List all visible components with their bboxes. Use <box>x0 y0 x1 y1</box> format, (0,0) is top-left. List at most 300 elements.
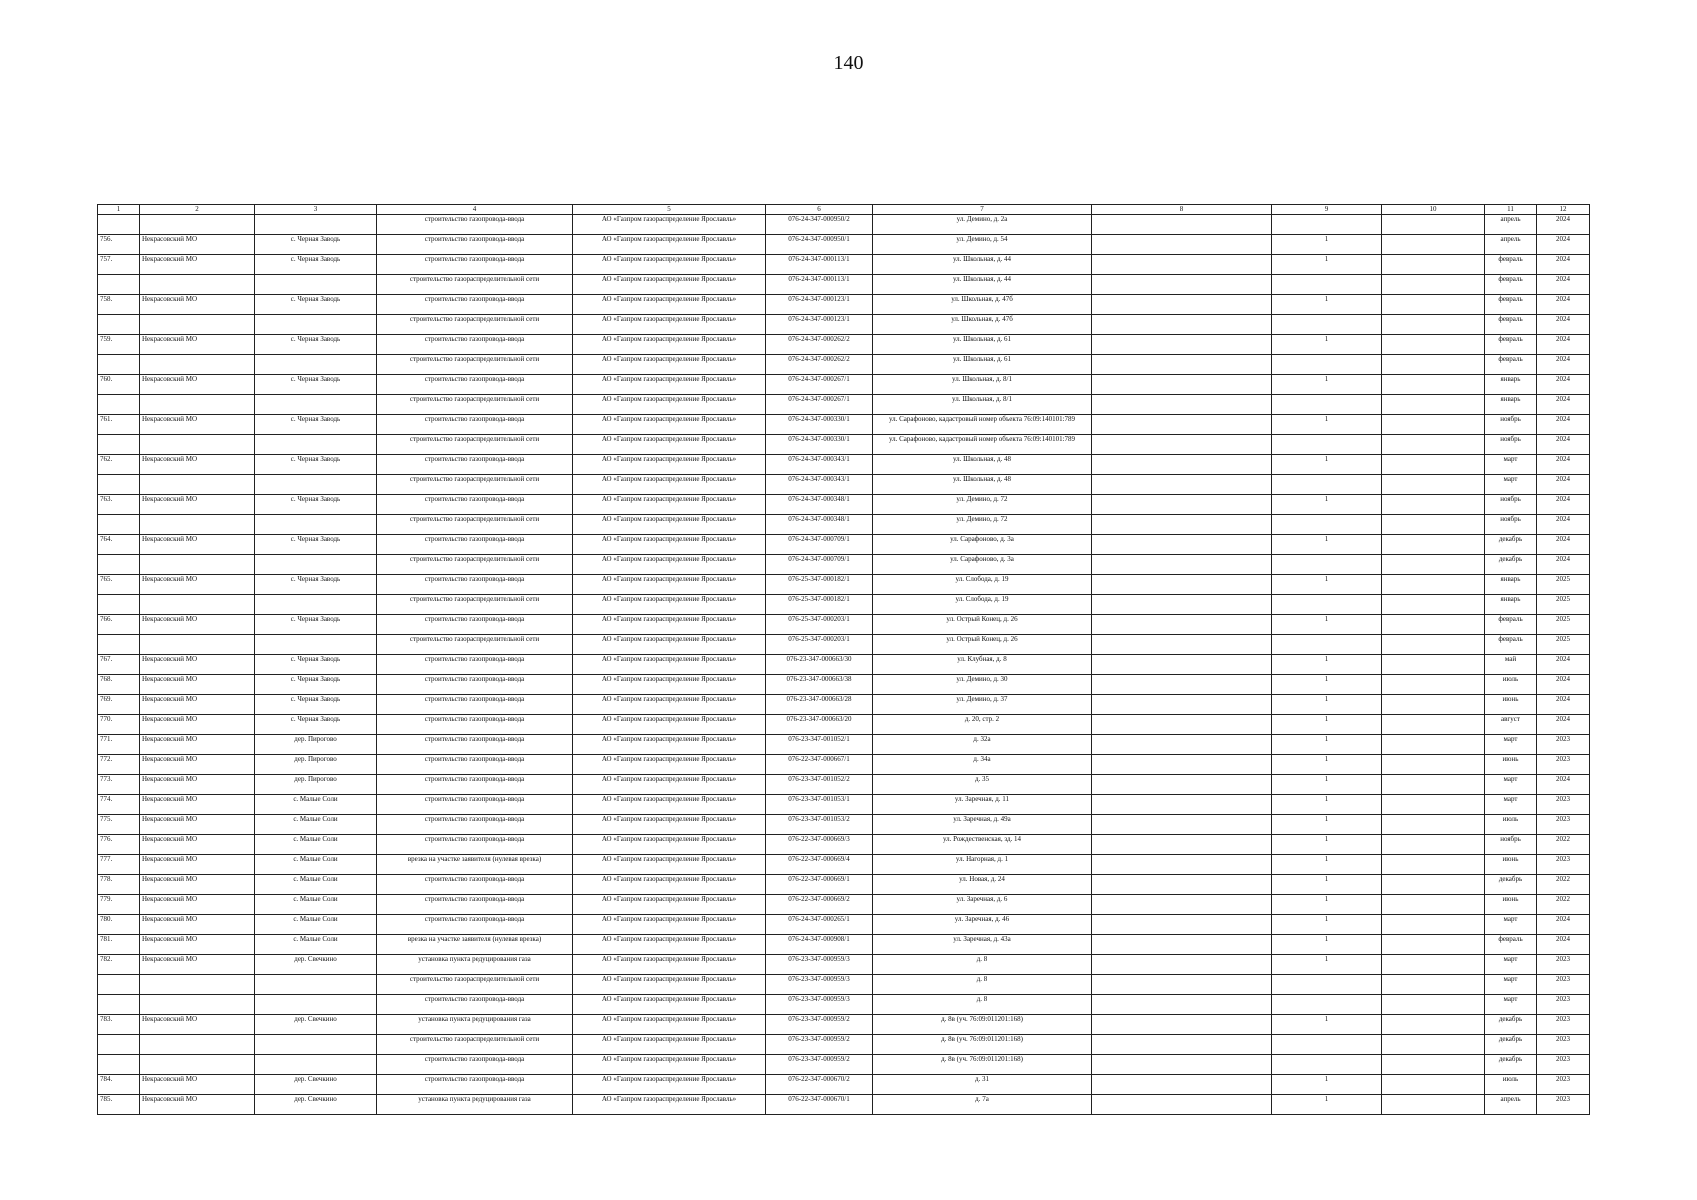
year-cell: 2024 <box>1537 675 1590 695</box>
month-cell: март <box>1485 975 1537 995</box>
year-cell: 2024 <box>1537 555 1590 575</box>
month-cell: июль <box>1485 1075 1537 1095</box>
col-10-cell <box>1382 515 1485 535</box>
application-code-cell: 076-23-347-000959/2 <box>766 1015 873 1035</box>
application-code-cell: 076-24-347-000348/1 <box>766 495 873 515</box>
col-8-cell <box>1092 855 1272 875</box>
locality-cell <box>255 355 377 375</box>
count-cell: 1 <box>1272 235 1382 255</box>
row-number-cell: 784. <box>98 1075 140 1095</box>
municipality-cell: Некрасовский МО <box>140 255 255 275</box>
row-number-cell <box>98 435 140 455</box>
count-cell: 1 <box>1272 415 1382 435</box>
col-10-cell <box>1382 1095 1485 1115</box>
col-10-cell <box>1382 715 1485 735</box>
month-cell: декабрь <box>1485 875 1537 895</box>
locality-cell: с. Черная Заводь <box>255 575 377 595</box>
organization-cell: АО «Газпром газораспределение Ярославль» <box>573 1015 766 1035</box>
row-number-cell: 776. <box>98 835 140 855</box>
row-number-cell <box>98 395 140 415</box>
year-cell: 2023 <box>1537 735 1590 755</box>
organization-cell: АО «Газпром газораспределение Ярославль» <box>573 995 766 1015</box>
address-cell: ул. Школьная, д. 47б <box>873 295 1092 315</box>
row-number-cell: 759. <box>98 335 140 355</box>
count-cell: 1 <box>1272 775 1382 795</box>
col-10-cell <box>1382 675 1485 695</box>
work-type-cell: строительство газораспределительной сети <box>377 315 573 335</box>
municipality-cell: Некрасовский МО <box>140 815 255 835</box>
count-cell <box>1272 395 1382 415</box>
application-code-cell: 076-22-347-000669/1 <box>766 875 873 895</box>
municipality-cell <box>140 975 255 995</box>
municipality-cell: Некрасовский МО <box>140 955 255 975</box>
table-row <box>98 735 1590 755</box>
month-cell: ноябрь <box>1485 515 1537 535</box>
municipality-cell <box>140 635 255 655</box>
work-type-cell: строительство газопровода-ввода <box>377 655 573 675</box>
count-cell <box>1272 995 1382 1015</box>
count-cell: 1 <box>1272 795 1382 815</box>
row-number-cell: 757. <box>98 255 140 275</box>
municipality-cell: Некрасовский МО <box>140 575 255 595</box>
count-cell <box>1272 1055 1382 1075</box>
col-header: 2 <box>140 205 255 215</box>
row-number-cell <box>98 315 140 335</box>
col-10-cell <box>1382 495 1485 515</box>
locality-cell <box>255 1035 377 1055</box>
municipality-cell <box>140 355 255 375</box>
col-header: 5 <box>573 205 766 215</box>
application-code-cell: 076-24-347-000113/1 <box>766 255 873 275</box>
address-cell: ул. Острый Конец, д. 26 <box>873 635 1092 655</box>
municipality-cell <box>140 515 255 535</box>
application-code-cell: 076-23-347-000663/20 <box>766 715 873 735</box>
col-10-cell <box>1382 635 1485 655</box>
col-8-cell <box>1092 875 1272 895</box>
application-code-cell: 076-23-347-001053/2 <box>766 815 873 835</box>
table-row <box>98 955 1590 975</box>
col-10-cell <box>1382 815 1485 835</box>
month-cell: февраль <box>1485 275 1537 295</box>
row-number-cell <box>98 475 140 495</box>
col-10-cell <box>1382 315 1485 335</box>
locality-cell: с. Черная Заводь <box>255 415 377 435</box>
municipality-cell: Некрасовский МО <box>140 895 255 915</box>
col-8-cell <box>1092 535 1272 555</box>
count-cell <box>1272 555 1382 575</box>
application-code-cell: 076-24-347-000262/2 <box>766 355 873 375</box>
address-cell: ул. Школьная, д. 61 <box>873 355 1092 375</box>
col-8-cell <box>1092 1075 1272 1095</box>
application-code-cell: 076-24-347-000709/1 <box>766 555 873 575</box>
work-type-cell: строительство газопровода-ввода <box>377 755 573 775</box>
municipality-cell: Некрасовский МО <box>140 615 255 635</box>
count-cell: 1 <box>1272 955 1382 975</box>
municipality-cell: Некрасовский МО <box>140 775 255 795</box>
col-10-cell <box>1382 235 1485 255</box>
work-type-cell: установка пункта редуцирования газа <box>377 1015 573 1035</box>
address-cell: ул. Сарафоново, кадастровый номер объекта 76:09:140101:789 <box>873 415 1092 435</box>
col-8-cell <box>1092 315 1272 335</box>
application-code-cell: 076-24-347-000343/1 <box>766 475 873 495</box>
table-row <box>98 395 1590 415</box>
col-8-cell <box>1092 375 1272 395</box>
organization-cell: АО «Газпром газораспределение Ярославль» <box>573 855 766 875</box>
table-row <box>98 495 1590 515</box>
address-cell: д. 8в (уч. 76:09:011201:168) <box>873 1055 1092 1075</box>
page-number: 140 <box>833 52 864 74</box>
count-cell: 1 <box>1272 735 1382 755</box>
col-8-cell <box>1092 815 1272 835</box>
col-header: 10 <box>1382 205 1485 215</box>
application-code-cell: 076-25-347-000203/1 <box>766 635 873 655</box>
count-cell: 1 <box>1272 835 1382 855</box>
address-cell: д. 32а <box>873 735 1092 755</box>
row-number-cell <box>98 555 140 575</box>
address-cell: ул. Рождественская, зд. 14 <box>873 835 1092 855</box>
count-cell: 1 <box>1272 895 1382 915</box>
col-8-cell <box>1092 435 1272 455</box>
col-8-cell <box>1092 215 1272 235</box>
locality-cell: с. Черная Заводь <box>255 375 377 395</box>
work-type-cell: установка пункта редуцирования газа <box>377 1095 573 1115</box>
col-10-cell <box>1382 275 1485 295</box>
month-cell: июнь <box>1485 855 1537 875</box>
address-cell: д. 8в (уч. 76:09:011201:168) <box>873 1035 1092 1055</box>
month-cell: январь <box>1485 395 1537 415</box>
application-code-cell: 076-23-347-000959/3 <box>766 975 873 995</box>
work-type-cell: строительство газопровода-ввода <box>377 235 573 255</box>
organization-cell: АО «Газпром газораспределение Ярославль» <box>573 835 766 855</box>
col-10-cell <box>1382 655 1485 675</box>
year-cell: 2024 <box>1537 655 1590 675</box>
organization-cell: АО «Газпром газораспределение Ярославль» <box>573 335 766 355</box>
col-8-cell <box>1092 955 1272 975</box>
col-8-cell <box>1092 635 1272 655</box>
col-8-cell <box>1092 455 1272 475</box>
row-number-cell: 771. <box>98 735 140 755</box>
count-cell: 1 <box>1272 455 1382 475</box>
municipality-cell: Некрасовский МО <box>140 235 255 255</box>
locality-cell: с. Черная Заводь <box>255 335 377 355</box>
year-cell: 2023 <box>1537 855 1590 875</box>
municipality-cell: Некрасовский МО <box>140 755 255 775</box>
organization-cell: АО «Газпром газораспределение Ярославль» <box>573 675 766 695</box>
organization-cell: АО «Газпром газораспределение Ярославль» <box>573 295 766 315</box>
organization-cell: АО «Газпром газораспределение Ярославль» <box>573 595 766 615</box>
work-type-cell: строительство газопровода-ввода <box>377 995 573 1015</box>
col-10-cell <box>1382 355 1485 375</box>
address-cell: ул. Заречная, д. 43а <box>873 935 1092 955</box>
row-number-cell: 756. <box>98 235 140 255</box>
col-8-cell <box>1092 1015 1272 1035</box>
col-10-cell <box>1382 775 1485 795</box>
address-cell: ул. Клубная, д. 8 <box>873 655 1092 675</box>
application-code-cell: 076-23-347-000663/28 <box>766 695 873 715</box>
work-type-cell: строительство газопровода-ввода <box>377 495 573 515</box>
address-cell: ул. Сарафоново, д. 3а <box>873 555 1092 575</box>
year-cell: 2023 <box>1537 1035 1590 1055</box>
col-10-cell <box>1382 395 1485 415</box>
row-number-cell: 772. <box>98 755 140 775</box>
col-8-cell <box>1092 995 1272 1015</box>
table-row <box>98 715 1590 735</box>
address-cell: ул. Школьная, д. 44 <box>873 275 1092 295</box>
work-type-cell: врезка на участке заявителя (нулевая врезка) <box>377 935 573 955</box>
year-cell: 2025 <box>1537 575 1590 595</box>
month-cell: январь <box>1485 595 1537 615</box>
month-cell: февраль <box>1485 335 1537 355</box>
month-cell: июнь <box>1485 895 1537 915</box>
month-cell: март <box>1485 475 1537 495</box>
month-cell: июнь <box>1485 695 1537 715</box>
address-cell: ул. Демино, д. 72 <box>873 515 1092 535</box>
col-10-cell <box>1382 695 1485 715</box>
row-number-cell: 777. <box>98 855 140 875</box>
work-type-cell: строительство газораспределительной сети <box>377 395 573 415</box>
month-cell: июль <box>1485 815 1537 835</box>
organization-cell: АО «Газпром газораспределение Ярославль» <box>573 955 766 975</box>
count-cell: 1 <box>1272 655 1382 675</box>
work-type-cell: строительство газораспределительной сети <box>377 355 573 375</box>
col-10-cell <box>1382 575 1485 595</box>
table-row <box>98 415 1590 435</box>
organization-cell: АО «Газпром газораспределение Ярославль» <box>573 935 766 955</box>
count-cell: 1 <box>1272 375 1382 395</box>
count-cell: 1 <box>1272 575 1382 595</box>
work-type-cell: строительство газораспределительной сети <box>377 555 573 575</box>
organization-cell: АО «Газпром газораспределение Ярославль» <box>573 575 766 595</box>
col-8-cell <box>1092 735 1272 755</box>
address-cell: ул. Демино, д. 54 <box>873 235 1092 255</box>
month-cell: февраль <box>1485 355 1537 375</box>
count-cell <box>1272 355 1382 375</box>
col-10-cell <box>1382 755 1485 775</box>
organization-cell: АО «Газпром газораспределение Ярославль» <box>573 975 766 995</box>
count-cell <box>1272 975 1382 995</box>
locality-cell: с. Черная Заводь <box>255 655 377 675</box>
table-row <box>98 975 1590 995</box>
col-header: 6 <box>766 205 873 215</box>
organization-cell: АО «Газпром газораспределение Ярославль» <box>573 475 766 495</box>
col-10-cell <box>1382 615 1485 635</box>
locality-cell: с. Малые Соли <box>255 835 377 855</box>
organization-cell: АО «Газпром газораспределение Ярославль» <box>573 495 766 515</box>
organization-cell: АО «Газпром газораспределение Ярославль» <box>573 795 766 815</box>
application-code-cell: 076-24-347-000330/1 <box>766 435 873 455</box>
row-number-cell <box>98 355 140 375</box>
table-row <box>98 295 1590 315</box>
work-type-cell: строительство газопровода-ввода <box>377 695 573 715</box>
municipality-cell: Некрасовский МО <box>140 715 255 735</box>
table-header-row <box>98 205 1590 215</box>
table-row <box>98 515 1590 535</box>
col-header: 12 <box>1537 205 1590 215</box>
col-8-cell <box>1092 755 1272 775</box>
application-code-cell: 076-24-347-000709/1 <box>766 535 873 555</box>
address-cell: д. 8 <box>873 995 1092 1015</box>
locality-cell: с. Черная Заводь <box>255 235 377 255</box>
month-cell: февраль <box>1485 315 1537 335</box>
application-code-cell: 076-24-347-000123/1 <box>766 315 873 335</box>
table-row <box>98 775 1590 795</box>
organization-cell: АО «Газпром газораспределение Ярославль» <box>573 635 766 655</box>
col-10-cell <box>1382 1015 1485 1035</box>
count-cell: 1 <box>1272 255 1382 275</box>
organization-cell: АО «Газпром газораспределение Ярославль» <box>573 355 766 375</box>
row-number-cell <box>98 595 140 615</box>
col-10-cell <box>1382 335 1485 355</box>
month-cell: декабрь <box>1485 1015 1537 1035</box>
col-8-cell <box>1092 275 1272 295</box>
row-number-cell: 764. <box>98 535 140 555</box>
work-type-cell: строительство газораспределительной сети <box>377 435 573 455</box>
table-row <box>98 615 1590 635</box>
address-cell: ул. Сарафоново, д. 3а <box>873 535 1092 555</box>
table-row <box>98 595 1590 615</box>
organization-cell: АО «Газпром газораспределение Ярославль» <box>573 275 766 295</box>
count-cell: 1 <box>1272 875 1382 895</box>
col-10-cell <box>1382 795 1485 815</box>
col-8-cell <box>1092 675 1272 695</box>
application-code-cell: 076-23-347-000663/30 <box>766 655 873 675</box>
year-cell: 2022 <box>1537 875 1590 895</box>
application-code-cell: 076-24-347-000113/1 <box>766 275 873 295</box>
col-8-cell <box>1092 335 1272 355</box>
municipality-cell: Некрасовский МО <box>140 415 255 435</box>
locality-cell <box>255 595 377 615</box>
col-header: 7 <box>873 205 1092 215</box>
application-code-cell: 076-23-347-000959/3 <box>766 955 873 975</box>
row-number-cell: 779. <box>98 895 140 915</box>
count-cell <box>1272 435 1382 455</box>
month-cell: март <box>1485 955 1537 975</box>
table-row <box>98 1015 1590 1035</box>
col-8-cell <box>1092 415 1272 435</box>
organization-cell: АО «Газпром газораспределение Ярославль» <box>573 535 766 555</box>
municipality-cell: Некрасовский МО <box>140 1095 255 1115</box>
municipality-cell: Некрасовский МО <box>140 875 255 895</box>
locality-cell: с. Малые Соли <box>255 815 377 835</box>
row-number-cell: 760. <box>98 375 140 395</box>
count-cell: 1 <box>1272 335 1382 355</box>
month-cell: февраль <box>1485 295 1537 315</box>
col-8-cell <box>1092 1055 1272 1075</box>
col-10-cell <box>1382 375 1485 395</box>
year-cell: 2024 <box>1537 395 1590 415</box>
month-cell: апрель <box>1485 235 1537 255</box>
organization-cell: АО «Газпром газораспределение Ярославль» <box>573 215 766 235</box>
municipality-cell <box>140 475 255 495</box>
year-cell: 2023 <box>1537 955 1590 975</box>
row-number-cell: 781. <box>98 935 140 955</box>
application-code-cell: 076-22-347-000670/2 <box>766 1075 873 1095</box>
table-row <box>98 835 1590 855</box>
col-10-cell <box>1382 835 1485 855</box>
work-type-cell: строительство газопровода-ввода <box>377 675 573 695</box>
address-cell: ул. Заречная, д. 11 <box>873 795 1092 815</box>
table-row <box>98 795 1590 815</box>
month-cell: май <box>1485 655 1537 675</box>
work-type-cell: строительство газопровода-ввода <box>377 215 573 235</box>
work-type-cell: врезка на участке заявителя (нулевая врезка) <box>377 855 573 875</box>
table-row <box>98 255 1590 275</box>
year-cell: 2024 <box>1537 935 1590 955</box>
table-row <box>98 875 1590 895</box>
month-cell: март <box>1485 775 1537 795</box>
application-code-cell: 076-22-347-000667/1 <box>766 755 873 775</box>
organization-cell: АО «Газпром газораспределение Ярославль» <box>573 235 766 255</box>
address-cell: ул. Школьная, д. 61 <box>873 335 1092 355</box>
row-number-cell: 758. <box>98 295 140 315</box>
count-cell <box>1272 515 1382 535</box>
col-8-cell <box>1092 835 1272 855</box>
organization-cell: АО «Газпром газораспределение Ярославль» <box>573 375 766 395</box>
col-header: 4 <box>377 205 573 215</box>
row-number-cell: 780. <box>98 915 140 935</box>
work-type-cell: строительство газораспределительной сети <box>377 475 573 495</box>
count-cell: 1 <box>1272 755 1382 775</box>
row-number-cell <box>98 975 140 995</box>
address-cell: д. 31 <box>873 1075 1092 1095</box>
col-10-cell <box>1382 475 1485 495</box>
locality-cell: с. Черная Заводь <box>255 715 377 735</box>
work-type-cell: строительство газопровода-ввода <box>377 915 573 935</box>
row-number-cell: 783. <box>98 1015 140 1035</box>
organization-cell: АО «Газпром газораспределение Ярославль» <box>573 395 766 415</box>
application-code-cell: 076-22-347-000669/4 <box>766 855 873 875</box>
count-cell: 1 <box>1272 935 1382 955</box>
row-number-cell: 774. <box>98 795 140 815</box>
work-type-cell: строительство газопровода-ввода <box>377 535 573 555</box>
address-cell: ул. Школьная, д. 8/1 <box>873 375 1092 395</box>
count-cell: 1 <box>1272 915 1382 935</box>
year-cell: 2024 <box>1537 535 1590 555</box>
application-code-cell: 076-25-347-000182/1 <box>766 595 873 615</box>
col-8-cell <box>1092 975 1272 995</box>
count-cell: 1 <box>1272 615 1382 635</box>
table-row <box>98 755 1590 775</box>
month-cell: апрель <box>1485 215 1537 235</box>
application-code-cell: 076-22-347-000670/1 <box>766 1095 873 1115</box>
table-row <box>98 235 1590 255</box>
month-cell: ноябрь <box>1485 435 1537 455</box>
municipality-cell: Некрасовский МО <box>140 915 255 935</box>
address-cell: ул. Острый Конец, д. 26 <box>873 615 1092 635</box>
locality-cell <box>255 435 377 455</box>
row-number-cell: 762. <box>98 455 140 475</box>
address-cell: ул. Демино, д. 30 <box>873 675 1092 695</box>
month-cell: ноябрь <box>1485 495 1537 515</box>
work-type-cell: строительство газопровода-ввода <box>377 375 573 395</box>
locality-cell: с. Черная Заводь <box>255 695 377 715</box>
year-cell: 2024 <box>1537 915 1590 935</box>
locality-cell <box>255 315 377 335</box>
municipality-cell: Некрасовский МО <box>140 335 255 355</box>
col-10-cell <box>1382 855 1485 875</box>
year-cell: 2025 <box>1537 615 1590 635</box>
month-cell: февраль <box>1485 935 1537 955</box>
count-cell <box>1272 215 1382 235</box>
organization-cell: АО «Газпром газораспределение Ярославль» <box>573 715 766 735</box>
municipality-cell <box>140 555 255 575</box>
table-row <box>98 855 1590 875</box>
table-row <box>98 475 1590 495</box>
application-code-cell: 076-24-347-000267/1 <box>766 375 873 395</box>
count-cell <box>1272 635 1382 655</box>
locality-cell: с. Черная Заводь <box>255 295 377 315</box>
count-cell: 1 <box>1272 815 1382 835</box>
